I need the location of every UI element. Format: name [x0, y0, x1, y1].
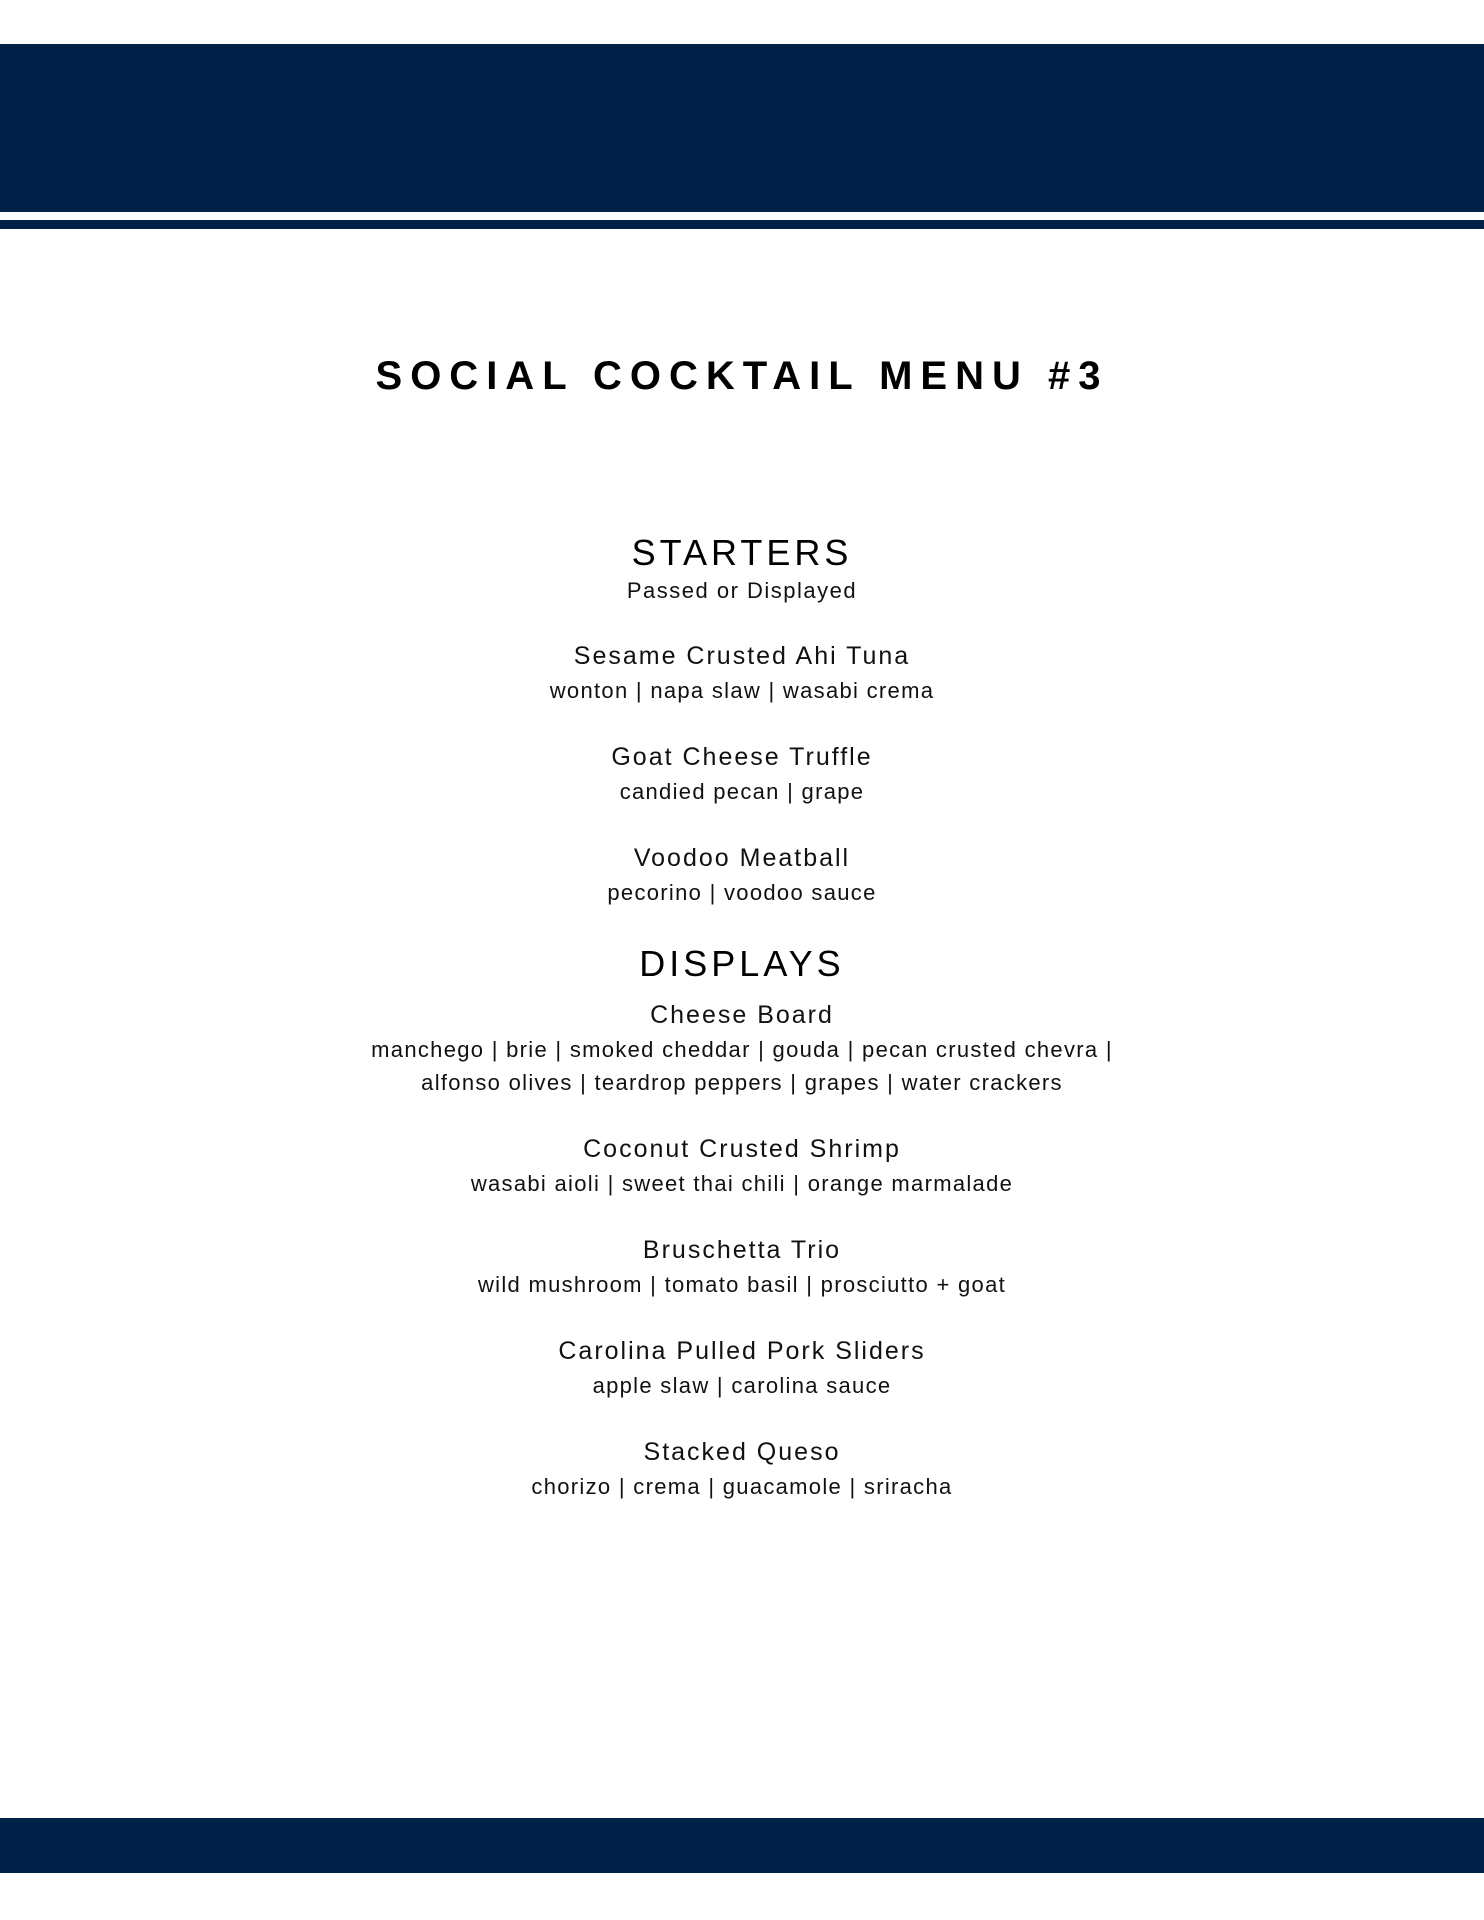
menu-item — [0, 739, 1484, 808]
item-name: Voodoo Meatball — [633, 844, 851, 872]
item-description: chorizo | crema | guacamole | sriracha — [531, 1474, 953, 1499]
menu-item — [0, 1434, 1484, 1503]
item-description: wild mushroom | tomato basil | prosciutto + goat — [477, 1272, 1007, 1297]
item-name: Coconut Crusted Shrimp — [583, 1135, 901, 1163]
displays-heading: DISPLAYS — [639, 943, 845, 984]
header-stripe — [0, 220, 1484, 229]
header-band — [0, 44, 1484, 212]
item-name: Bruschetta Trio — [642, 1236, 842, 1264]
menu-item — [0, 840, 1484, 909]
menu-content — [0, 530, 1484, 1535]
item-name: Goat Cheese Truffle — [611, 743, 873, 771]
item-name: Stacked Queso — [643, 1438, 841, 1466]
displays-section — [0, 941, 1484, 1503]
item-description: apple slaw | carolina sauce — [592, 1373, 892, 1398]
menu-item — [0, 997, 1484, 1099]
menu-title: SOCIAL COCKTAIL MENU #3 — [375, 354, 1109, 398]
footer-band — [0, 1818, 1484, 1873]
menu-item — [0, 1232, 1484, 1301]
starters-heading: STARTERS — [631, 532, 853, 573]
item-description-line1: manchego | brie | smoked cheddar | gouda | pecan crusted chevra | — [371, 1037, 1113, 1062]
item-description: wonton | napa slaw | wasabi crema — [549, 678, 935, 703]
item-description-line2: alfonso olives | teardrop peppers | grapes | water crackers — [421, 1070, 1063, 1095]
item-description: wasabi aioli | sweet thai chili | orange marmalade — [470, 1171, 1014, 1196]
menu-item — [0, 1333, 1484, 1402]
starters-section — [0, 530, 1484, 909]
item-description: candied pecan | grape — [619, 779, 865, 804]
item-name: Cheese Board — [650, 1001, 834, 1029]
item-description: pecorino | voodoo sauce — [607, 880, 877, 905]
item-name: Sesame Crusted Ahi Tuna — [573, 642, 911, 670]
menu-item — [0, 1131, 1484, 1200]
starters-subheading: Passed or Displayed — [626, 578, 858, 603]
item-name: Carolina Pulled Pork Sliders — [558, 1337, 926, 1365]
menu-item — [0, 638, 1484, 707]
